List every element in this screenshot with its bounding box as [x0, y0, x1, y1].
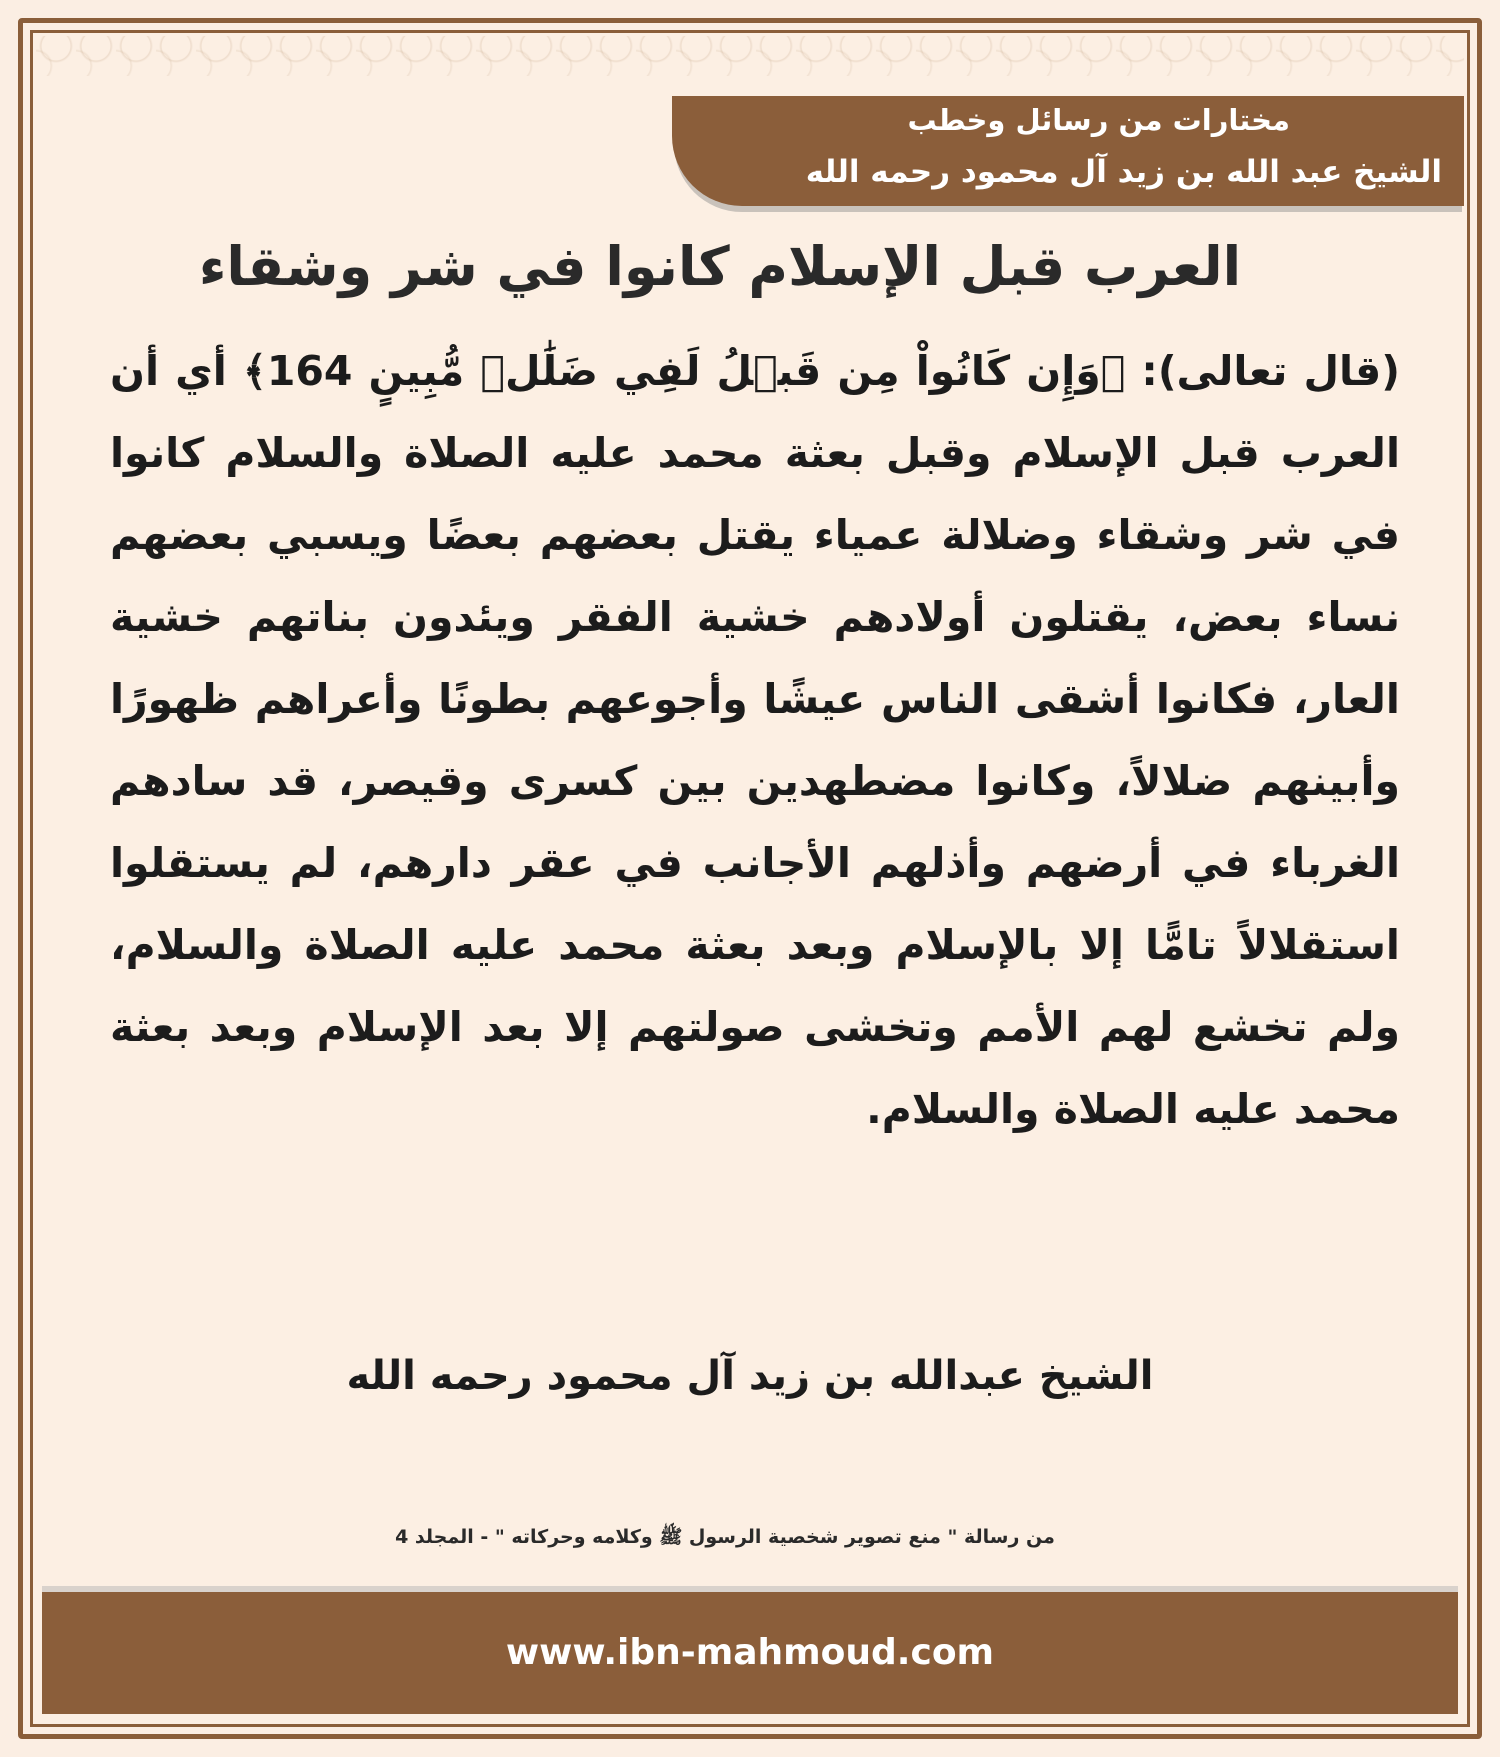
decorative-pattern: [36, 36, 1464, 98]
page-title: العرب قبل الإسلام كانوا في شر وشقاء: [198, 235, 1242, 298]
header-series-title: مختارات من رسائل وخطب: [907, 103, 1290, 137]
website-link[interactable]: www.ibn-mahmoud.com: [505, 1632, 995, 1673]
article-body: (قال تعالى): ﴿وَإِن كَانُواْ مِن قَبۡلُ لَفِي ضَلَٰلٖ مُّبِينٍ 164﴾ أي أن العرب قبل الإسلام وقبل بعثة محمد عليه الصلاة والسلام كانوا في شر وشقاء وضلالة عمياء يقتل بعضهم بعضًا ويسبي بعضهم نساء بعض، يقتلون أولادهم خشية الفقر ويئدون بناتهم خشية العار، فكانوا أشقى الناس عيشًا وأجوعهم بطونًا وأعراهم ظهورًا وأبينهم ضلالاً، وكانوا مضطهدين بين كسرى وقيصر، قد سادهم الغرباء في أرضهم وأذلهم الأجانب في عقر دارهم، لم يستقلوا استقلالاً تامًّا إلا بالإسلام وبعد بعثة محمد عليه الصلاة والسلام، ولم تخشع لهم الأمم وتخشى صولتهم إلا بعد الإسلام وبعد بعثة محمد عليه الصلاة والسلام.: [110, 347, 1401, 1133]
source-note: من رسالة " منع تصوير شخصية الرسول ﷺ وكلامه وحركاته " - المجلد 4: [395, 1526, 1055, 1548]
author-signature: الشيخ عبدالله بن زيد آل محمود رحمه الله: [346, 1353, 1154, 1399]
header-author-name: الشيخ عبد الله بن زيد آل محمود رحمه الله: [805, 154, 1442, 190]
footer-band: [42, 1592, 1458, 1714]
